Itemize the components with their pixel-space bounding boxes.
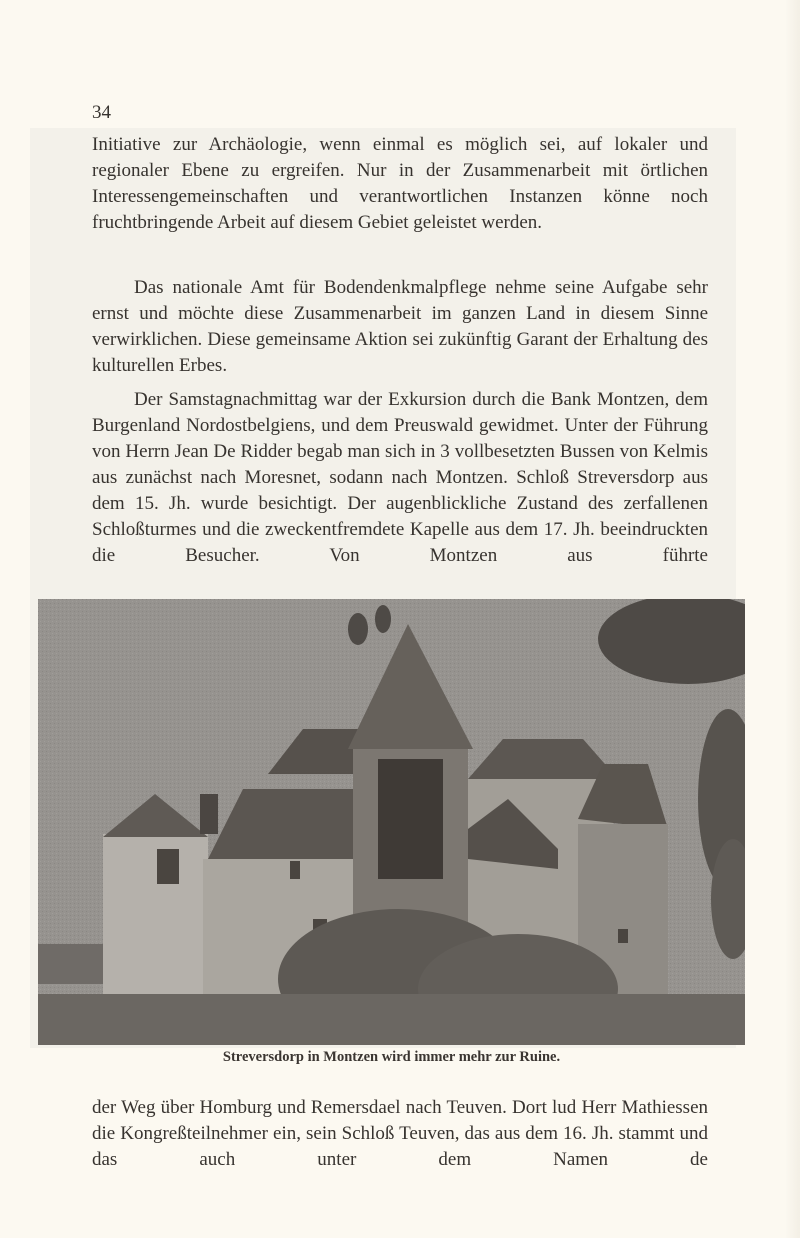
castle-image-icon [38,599,745,1045]
paragraph-2: Das nationale Amt für Bodendenkmalpflege nehme seine Aufgabe sehr ernst und möchte diese Zusammenarbeit im ganzen Land in diesem Sinne verwirklichen. Diese gemeinsame Aktion sei zukünftig Garant der Erhaltung des kulturellen Erbes. [92,277,708,376]
paragraph-4: der Weg über Homburg und Remersdael nach Teuven. Dort lud Herr Mathiessen die Kongreßteilnehmer ein, sein Schloß Teuven, das aus dem 16. Jh. stammt und das auch unter dem Namen de [92,1097,708,1170]
castle-photograph [38,599,745,1045]
text-block-bottom [92,1095,708,1173]
text-block-top [92,132,708,236]
paragraph-3: Der Samstagnachmittag war der Exkursion durch die Bank Montzen, dem Burgenland Nordostbelgiens, und dem Preuswald gewidmet. Unter der Führung von Herrn Jean De Ridder begab man sich in 3 vollbesetzten Bussen von Kelmis aus zunächst nach Moresnet, sodann nach Montzen. Schloß Streversdorp aus dem 15. Jh. wurde besichtigt. Der augenblickliche Zustand des zerfallenen Schloßturmes und die zweckentfremdete Kapelle aus dem 17. Jh. beeindruckten die Besucher. Von Montzen aus führte [92,389,708,566]
page-edge-shadow [786,0,800,1238]
text-block-third [92,387,708,569]
paragraph-1: Initiative zur Archäologie, wenn einmal es möglich sei, auf lokaler und regionaler Ebene zu ergreifen. Nur in der Zusammenarbeit mit örtlichen Interessengemeinschaften und verantwortlichen Instanzen könne noch fruchtbringende Arbeit auf diesem Gebiet geleistet werden. [92,134,708,233]
figure-caption: Streversdorp in Montzen wird immer mehr zur Ruine. [222,1049,561,1065]
text-block-second [92,275,708,379]
page-number: 34 [92,102,111,123]
